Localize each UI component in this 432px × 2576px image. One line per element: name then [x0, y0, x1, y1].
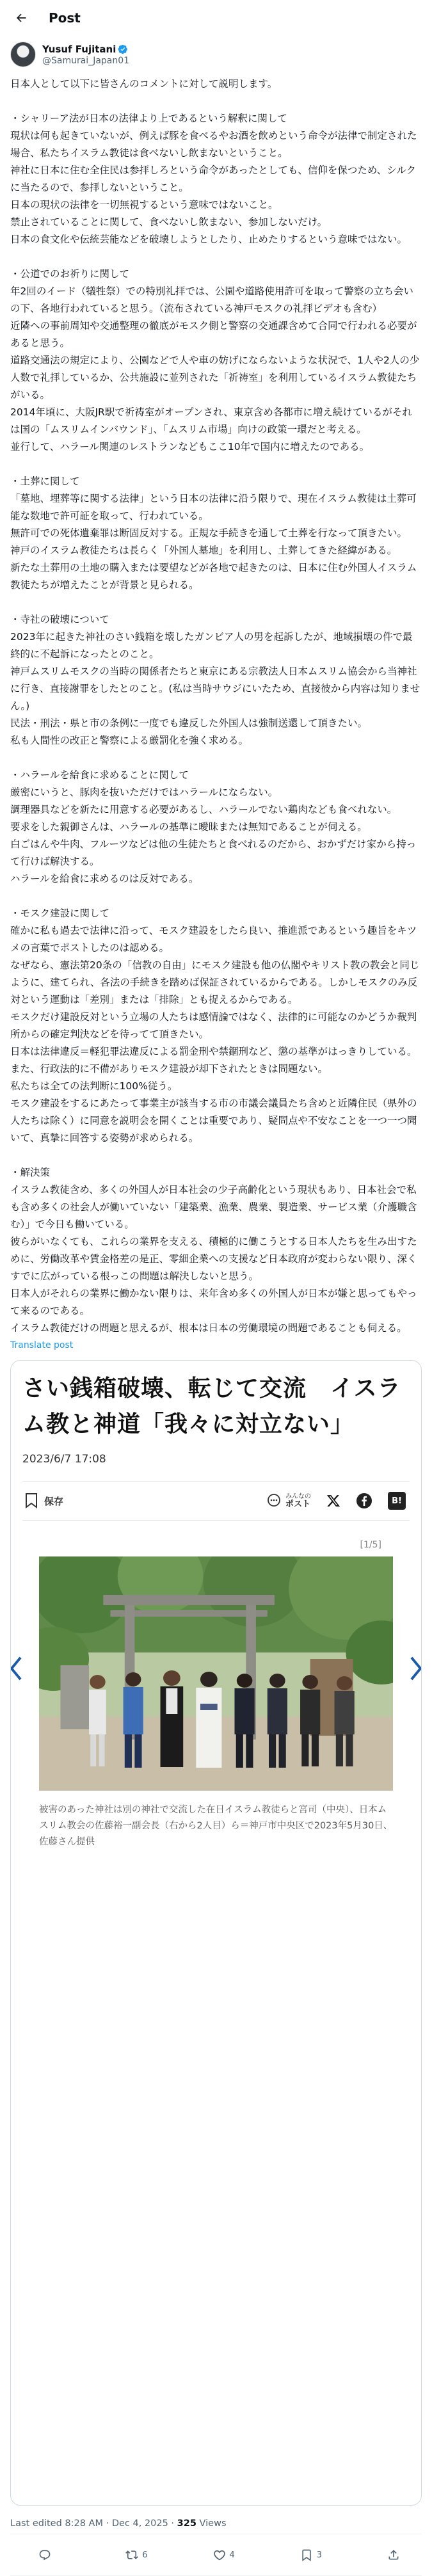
x-logo-icon[interactable]: [326, 1494, 340, 1508]
heart-icon: [213, 2548, 226, 2561]
gallery-prev-button[interactable]: [10, 1652, 25, 1684]
page-title: Post: [49, 10, 81, 26]
article-photo[interactable]: [39, 1556, 393, 1791]
reply-button[interactable]: [38, 2548, 64, 2561]
share-row: [22, 1481, 410, 1521]
article-date: 2023/6/7 17:08: [22, 1453, 106, 1466]
share-icons: [266, 1492, 410, 1510]
bookmark-icon: [300, 2548, 313, 2561]
photo-caption: 被害のあった神社は別の神社で交流した在日イスラム教徒らと宮司（中央）、日本ムスリム教会の佐藤裕一副会長（右から2人目）ら＝神戸市中央区で2023年5月30日、佐藤さん提供: [39, 1805, 393, 1847]
share-button[interactable]: [387, 2548, 413, 2561]
minna-no-post-label: [285, 1493, 311, 1508]
hatena-bookmark-icon[interactable]: B!: [388, 1492, 406, 1510]
author-row: [0, 36, 432, 69]
repost-count: 6: [142, 2550, 148, 2560]
facebook-icon[interactable]: [356, 1492, 372, 1509]
avatar[interactable]: [10, 42, 36, 67]
post-meta: [0, 2506, 432, 2531]
share-icon: [387, 2548, 400, 2561]
verified-badge-icon: [118, 44, 128, 54]
speech-bubble-icon: [266, 1494, 282, 1508]
chevron-left-icon: [10, 1656, 23, 1681]
like-button[interactable]: [213, 2548, 239, 2561]
minna-no-post-button[interactable]: [266, 1493, 311, 1508]
author-name-row: [42, 44, 129, 55]
repost-button[interactable]: [125, 2548, 151, 2561]
bookmark-count: 3: [316, 2550, 323, 2560]
minna-big-label: ポスト: [285, 1500, 311, 1509]
post-text: 日本人として以下に皆さんのコメントに対して説明します。 ・シャリーア法が日本の法律より上であるという解釈に関して 現状は何も起きていないが、例えば豚を食べるやお酒を飲めという命令が法律で制定された場合、私たちイスラム教徒は食べないし飲まないということ。 神社に日本に住む全住民は参拝しろという命令があったとしても、信仰を保つため、シルクに当たるので、参拝しないということ。 日本の現状の法律を一切無視するという意味ではないこと。 禁止されていることに関して、食べないし飲まない、参加しないだけ。 日本の食文化や伝統芸能などを破壊しようとしたり、止めたりするという意味ではない。 ・公道でのお祈りに関して 年2回のイード（犠牲祭）での特別礼拝では、公園や道路使用許可を取って警察の立ち会いの下、各地行われていると思う。（流布されている神戸モスクの礼拝ビデオも含む） 近隣への事前周知や交通整理の徹底がモスク側と警察の交通課含めて合同で行われる必要があると思う。 道路交通法の規定により、公園などで人や車の妨げにならないような状況で、1人や2人の少人数で礼拝しているか、公共施設に並列された「祈祷室」を利用しているイスラム教徒たちがいる。 2014年頃に、大阪JR駅で祈祷室がオープンされ、東京含め各都市に増え続けているがそれは国の「ムスリムインバウンド」、「ムスリム市場」向けの政策一環だと考える。 並行して、ハラール関連のレストランなどもここ10年で国内に増えたのである。 ・土葬に関して 「墓地、埋葬等に関する法律」という日本の法律に沿う限りで、現在イスラム教徒は土葬可能な数地で許可証を取って、行われている。 無許可での死体遺棄罪は断固反対する。正規な手続きを通して土葬を行なって頂きたい。 神戸のイスラム教徒たちは長らく「外国人墓地」を利用し、土葬してきた経緯がある。 新たな土葬用の土地の購入または要望などが各地で起きたのは、日本に住む外国人イスラム教徒たちが増えたことが背景と見られる。 ・寺社の破壊について 2023年に起きた神社のさい銭箱を壊したガンビア人の男を起訴したが、地域損壊の件で最終的に不起訴になったとのこと。 神戸ムスリムモスクの当時の関係者たちと東京にある宗教法人日本ムスリム協会から当神社に行き、直接謝罪をしたとのこと。(私は当時サウジにいたため、直接彼から内容は知りません。) 民法・刑法・県と市の条例に一度でも違反した外国人は強制送還して頂きたい。 私も人間性の改正と警察による厳罰化を強く求める。 ・ハラールを給食に求めることに関して 厳密にいうと、豚肉を抜いただけではハラールにならない。 調理器具などを新たに用意する必要があるし、ハラールでない鶏肉なども食べれない。 要求をした親御さんは、ハラールの基準に曖昧または無知であることが伺える。 白ごはんや牛肉、フルーツなどは他の生徒たちと食べれるのだから、おかずだけ家から持って行けば解決する。 ハラールを給食に求めるのは反対である。 ・モスク建設に関して 確かに私も過去で法律に沿って、モスク建設をしたら良い、推進派であるという趣旨をキツメの言葉でポストしたのは認める。 なぜなら、憲法第20条の「信教の自由」にモスク建設も他の仏閣やキリスト教の教会と同じように、建てられ、各法の手続きを踏めば保証されているからである。しかしモスクのみ反対という運動は「差別」または「排除」とも捉えるからである。 モスクだけ建設反対という立場の人たちは感情論ではなく、法律的に可能なのかどうか裁判所からの確定判決などを待ってて頂きたい。 日本は法律違反＝軽犯罪法違反による罰金刑や禁錮刑など、懲の基準がはっきりしている。 また、行政法的に不備がありモスク建設が却下されたときは問題ない。 私たちは全ての法判断に100%従う。 モスク建設をするにあたって事業主が該当する市の市議会議員たち含めと近隣住民（県外の人たちは除く）に同意を説明会を開くことは重要であり、疑問点や不安なことを一つ一つ聞いて、真摯に回答する姿勢が求められる。 ・解決策 イスラム教徒含め、多くの外国人が日本社会の少子高齢化という現状もあり、日本社会で私も含め多くの社会人が働いていない「建築業、漁業、農業、製造業、サービス業（介護職含む）」で今日も働いている。 彼らがいなくても、これらの業界を支える、積極的に働こうとする日本人たちを生み出すために、労働改革や賃金格差の是正、零細企業への支援など日本政府が変わらない限り、深くすでに広がっている根っこの問題は解決しないと思う。 日本人がそれらの業界に働かない限りは、来年含め多くの外国人が日本が嫌と思ってもやって来るのである。 イスラム教徒だけの問題と思えるが、根本は日本の労働環境の問題であることも伺える。: [10, 78, 420, 1334]
author-name[interactable]: Yusuf Fujitani: [42, 43, 116, 55]
reply-icon: [38, 2548, 51, 2561]
action-bar: [0, 2534, 432, 2575]
like-count: 4: [229, 2550, 235, 2560]
views-label: Views: [196, 2518, 227, 2529]
photo-gallery: [11, 1556, 421, 1791]
translate-post-link[interactable]: Translate post: [10, 1340, 74, 1350]
article-headline: さい銭箱破壊、転じて交流 イスラム教と神道「我々に対立ない」: [22, 1375, 401, 1437]
gallery-next-button[interactable]: [407, 1652, 422, 1684]
top-bar: [0, 0, 432, 36]
minna-small-label: みんなの: [285, 1493, 311, 1500]
back-arrow-icon[interactable]: [10, 7, 32, 29]
author-info: [42, 44, 129, 66]
chevron-right-icon: [409, 1656, 422, 1681]
save-label: 保存: [44, 1495, 64, 1507]
views-count: 325: [177, 2518, 196, 2529]
bookmark-button[interactable]: [300, 2548, 326, 2561]
slide-counter: [1/5]: [360, 1540, 381, 1550]
author-handle[interactable]: @Samurai_Japan01: [42, 55, 130, 66]
save-button[interactable]: [22, 1493, 63, 1508]
link-preview-card[interactable]: [10, 1360, 422, 2506]
edited-timestamp[interactable]: Last edited 8:28 AM · Dec 4, 2025 ·: [10, 2518, 177, 2529]
repost-icon: [125, 2548, 138, 2561]
bookmark-icon: [25, 1493, 38, 1508]
group-photo-image: [39, 1556, 393, 1791]
